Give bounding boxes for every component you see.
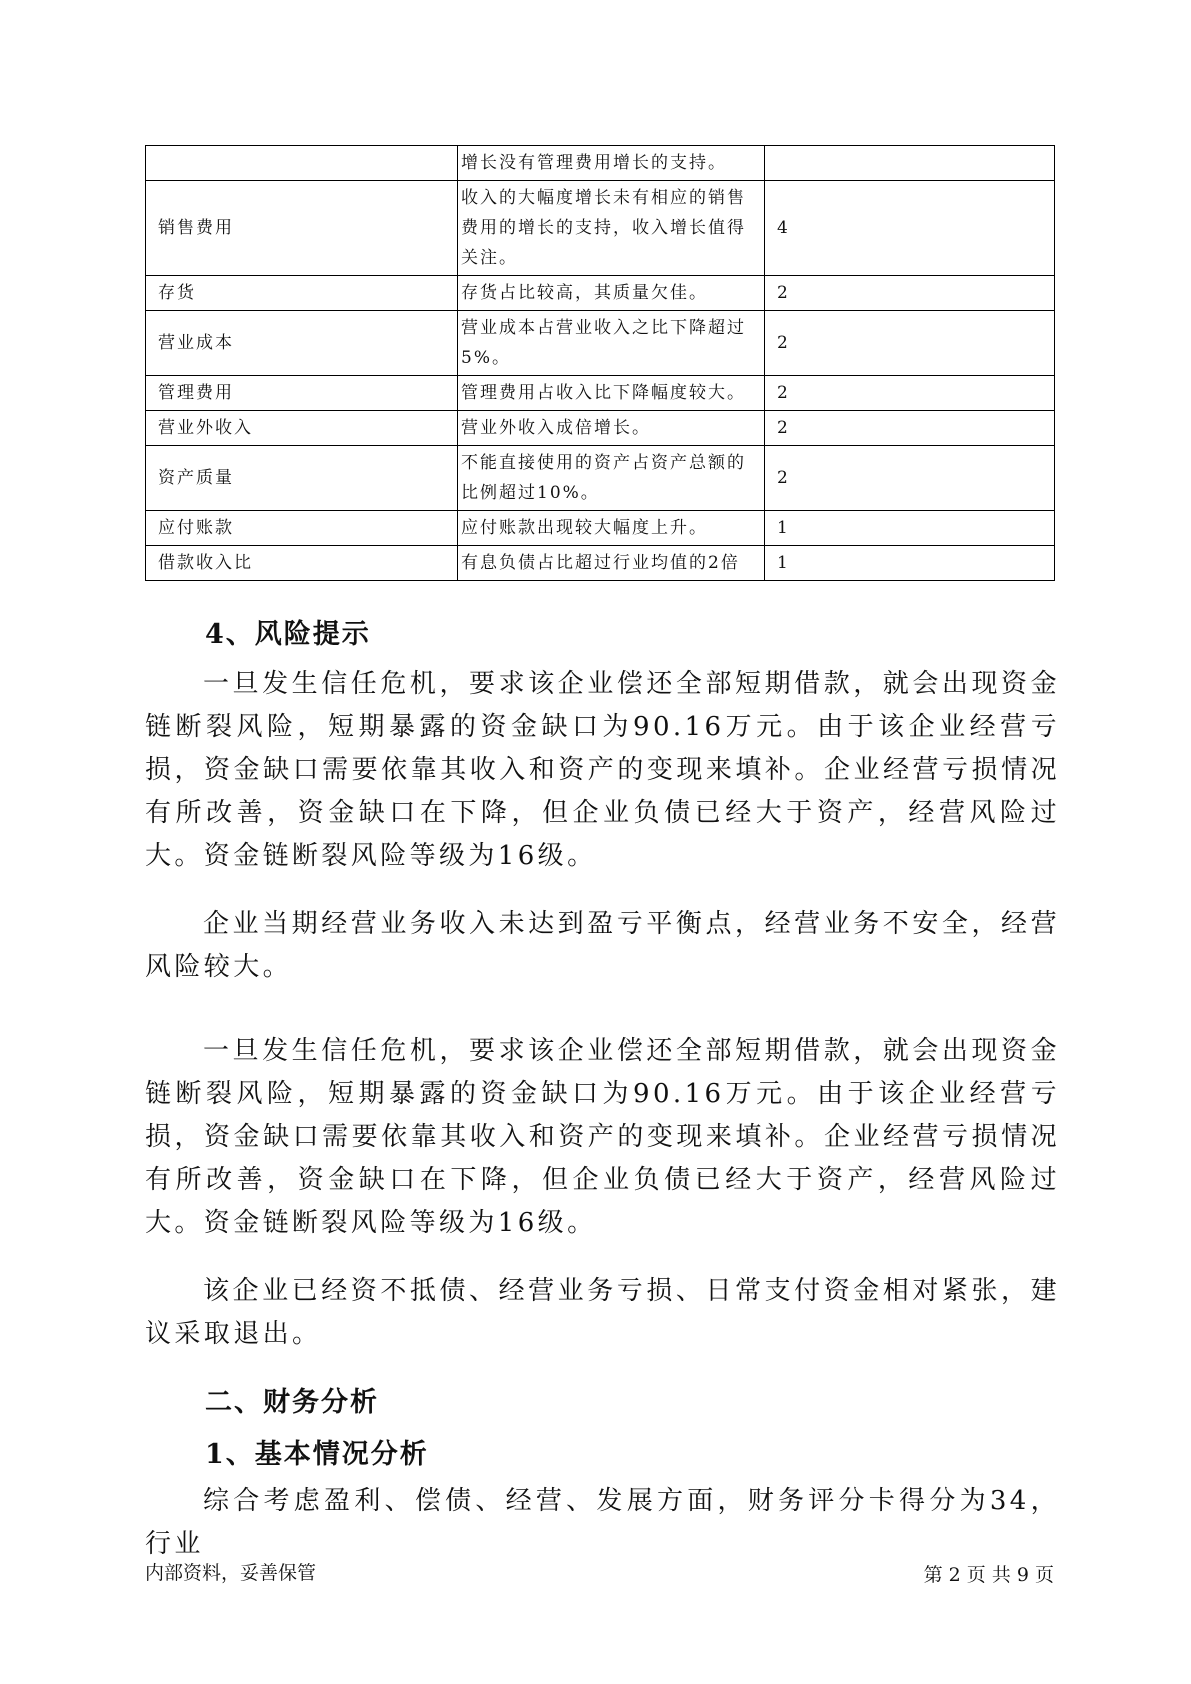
table-row xyxy=(146,376,1055,411)
table-row xyxy=(146,181,1055,276)
risk-paragraph-3: 一旦发生信任危机，要求该企业偿还全部短期借款，就会出现资金链断裂风险，短期暴露的资金缺口为90.16万元。由于该企业经营亏损，资金缺口需要依靠其收入和资产的变现来填补。企业经营亏损情况有所改善，资金缺口在下降，但企业负债已经大于资产，经营风险过大。资金链断裂风险等级为16级。 xyxy=(145,1036,1060,1238)
table-cell-desc: 营业外收入成倍增长。 xyxy=(458,411,765,446)
table-cell-item: 应付账款 xyxy=(146,511,458,546)
table-cell-item: 管理费用 xyxy=(146,376,458,411)
table-cell-level: 2 xyxy=(765,411,1055,446)
table-cell-desc: 不能直接使用的资产占资产总额的比例超过10%。 xyxy=(458,446,765,511)
table-row xyxy=(146,411,1055,446)
table-cell-item: 资产质量 xyxy=(146,446,458,511)
table-row xyxy=(146,146,1055,181)
table-cell-level xyxy=(765,146,1055,181)
footer-confidential-note: 内部资料，妥善保管 xyxy=(145,1562,317,1584)
table-cell-desc: 增长没有管理费用增长的支持。 xyxy=(458,146,765,181)
risk-paragraph-2: 企业当期经营业务收入未达到盈亏平衡点，经营业务不安全，经营风险较大。 xyxy=(145,909,1060,982)
basic-analysis-paragraph: 综合考虑盈利、偿债、经营、发展方面，财务评分卡得分为34，行业 xyxy=(145,1486,1060,1559)
risk-paragraph-4: 该企业已经资不抵债、经营业务亏损、日常支付资金相对紧张，建议采取退出。 xyxy=(145,1276,1060,1349)
table-cell-desc: 营业成本占营业收入之比下降超过5%。 xyxy=(458,311,765,376)
table-cell-level: 1 xyxy=(765,546,1055,581)
table-cell-item: 借款收入比 xyxy=(146,546,458,581)
basic-analysis-heading: 1、基本情况分析 xyxy=(205,1439,429,1470)
table-cell-level: 1 xyxy=(765,511,1055,546)
table-cell-desc: 收入的大幅度增长未有相应的销售费用的增长的支持，收入增长值得关注。 xyxy=(458,181,765,276)
table-row xyxy=(146,446,1055,511)
table-cell-level: 4 xyxy=(765,181,1055,276)
table-cell-item: 销售费用 xyxy=(146,181,458,276)
table-row xyxy=(146,546,1055,581)
table-cell-level: 2 xyxy=(765,446,1055,511)
table-cell-item xyxy=(146,146,458,181)
risk-paragraph-1: 一旦发生信任危机，要求该企业偿还全部短期借款，就会出现资金链断裂风险，短期暴露的资金缺口为90.16万元。由于该企业经营亏损，资金缺口需要依靠其收入和资产的变现来填补。企业经营亏损情况有所改善，资金缺口在下降，但企业负债已经大于资产，经营风险过大。资金链断裂风险等级为16级。 xyxy=(145,669,1060,871)
table-cell-desc: 有息负债占比超过行业均值的2倍 xyxy=(458,546,765,581)
table-cell-level: 2 xyxy=(765,276,1055,311)
footer-page-number: 第 2 页 共 9 页 xyxy=(923,1564,1054,1586)
table-row xyxy=(146,511,1055,546)
table-cell-item: 营业外收入 xyxy=(146,411,458,446)
finance-section-heading: 二、财务分析 xyxy=(205,1387,379,1418)
table-cell-level: 2 xyxy=(765,376,1055,411)
table-cell-desc: 应付账款出现较大幅度上升。 xyxy=(458,511,765,546)
table-cell-level: 2 xyxy=(765,311,1055,376)
risk-indicator-table xyxy=(145,145,1055,581)
risk-section-heading: 4、风险提示 xyxy=(205,619,371,650)
table-row xyxy=(146,276,1055,311)
table-cell-item: 营业成本 xyxy=(146,311,458,376)
table-cell-item: 存货 xyxy=(146,276,458,311)
table-cell-desc: 管理费用占收入比下降幅度较大。 xyxy=(458,376,765,411)
table-cell-desc: 存货占比较高，其质量欠佳。 xyxy=(458,276,765,311)
table-row xyxy=(146,311,1055,376)
